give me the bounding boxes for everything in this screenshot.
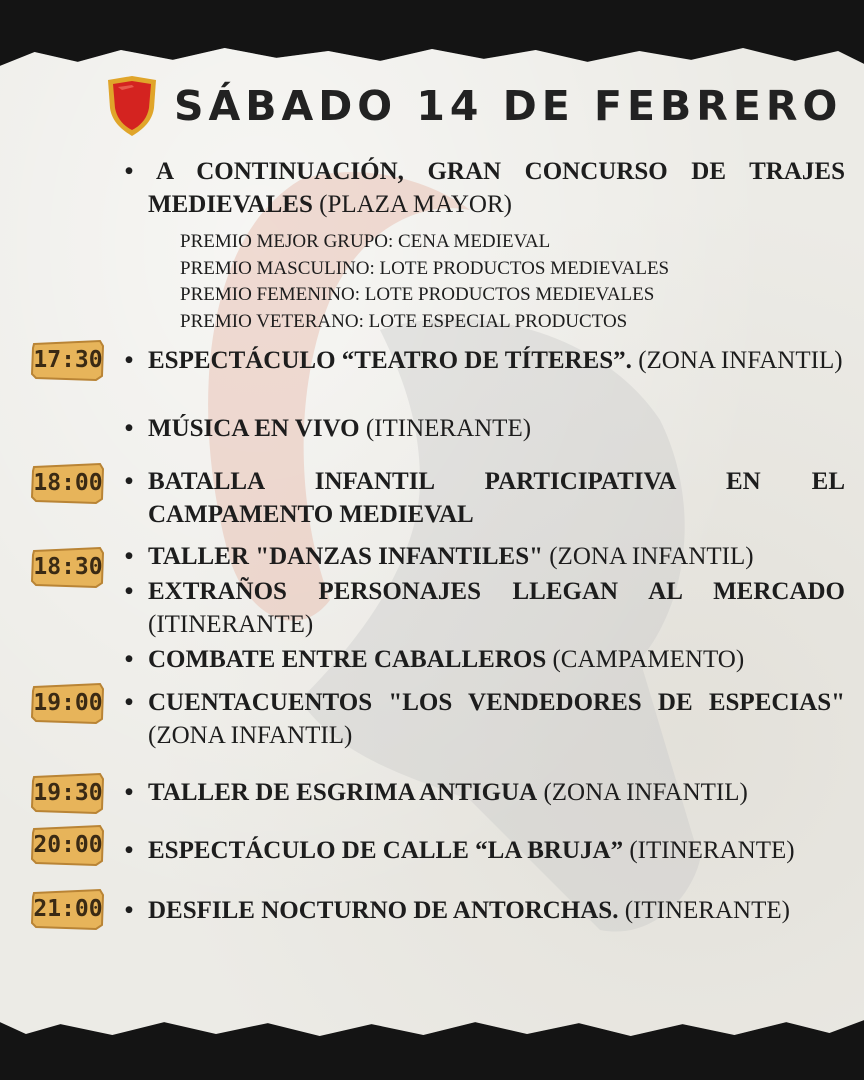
event-name: EXTRAÑOS PERSONAJES LLEGAN AL MERCADO — [148, 578, 845, 605]
event-name: BATALLA INFANTIL PARTICIPATIVA EN EL CAMPAMENTO MEDIEVAL — [148, 468, 845, 528]
shield-icon — [104, 74, 160, 138]
event-location: (ITINERANTE) — [359, 415, 532, 442]
event-name: TALLER DE ESGRIMA ANTIGUA — [148, 779, 538, 806]
event-location: (ZONA INFANTIL) — [542, 543, 754, 570]
event-location: (ITINERANTE) — [623, 837, 795, 864]
prize-item: PREMIO FEMENINO: LOTE PRODUCTOS MEDIEVALES — [180, 284, 655, 305]
bullet-icon: • — [124, 779, 134, 806]
event-location: (ZONA INFANTIL) — [631, 347, 843, 374]
bullet-icon: • — [124, 578, 134, 605]
event-name: CUENTACUENTOS "LOS VENDEDORES DE ESPECIAS" — [148, 689, 845, 716]
event-name: DESFILE NOCTURNO DE ANTORCHAS. — [148, 897, 619, 924]
page-header — [104, 74, 842, 138]
time-label: 21:00 — [33, 896, 103, 922]
time-label: 19:30 — [33, 780, 103, 806]
time-badge — [30, 823, 106, 867]
bullet-icon: • — [124, 689, 134, 716]
bullet-icon: • — [124, 415, 134, 442]
bullet-icon: • — [124, 347, 134, 374]
time-badge — [30, 681, 106, 725]
event-location: (PLAZA MAYOR) — [312, 191, 512, 218]
prize-item: PREMIO VETERANO: LOTE ESPECIAL PRODUCTOS — [180, 310, 628, 332]
time-badge — [30, 887, 106, 931]
event-name: MÚSICA EN VIVO — [148, 415, 360, 442]
event-name: ESPECTÁCULO “TEATRO DE TÍTERES”. — [148, 347, 632, 374]
time-badge — [30, 545, 106, 589]
event-location: (ZONA INFANTIL) — [537, 779, 748, 806]
event-name: ESPECTÁCULO DE CALLE “LA BRUJA” — [148, 837, 624, 864]
bullet-icon: • — [124, 158, 134, 185]
time-label: 19:00 — [33, 690, 103, 716]
bullet-icon: • — [124, 468, 134, 495]
time-badge — [30, 338, 106, 382]
bullet-icon: • — [124, 543, 134, 570]
event-location: (ZONA INFANTIL) — [148, 722, 353, 749]
event-name: A CONTINUACIÓN, GRAN CONCURSO DE TRAJES MEDIEVALES — [148, 158, 845, 218]
prize-list — [180, 229, 669, 335]
time-label: 18:00 — [33, 470, 103, 496]
time-badge — [30, 461, 106, 505]
bullet-icon: • — [124, 646, 134, 673]
page-title: SÁBADO 14 DE FEBRERO — [174, 82, 843, 130]
time-label: 17:30 — [33, 347, 103, 373]
event-location: (CAMPAMENTO) — [546, 646, 745, 673]
bullet-icon: • — [124, 837, 134, 864]
event-name: COMBATE ENTRE CABALLEROS — [148, 646, 547, 673]
prize-item: PREMIO MEJOR GRUPO: CENA MEDIEVAL — [180, 231, 551, 252]
bullet-icon: • — [124, 897, 134, 924]
time-badge — [30, 771, 106, 815]
time-label: 18:30 — [33, 554, 103, 580]
event-location: (ITINERANTE) — [148, 611, 314, 638]
event-location: (ITINERANTE) — [618, 897, 790, 924]
event-name: TALLER "DANZAS INFANTILES" — [148, 543, 543, 570]
prize-item: PREMIO MASCULINO: LOTE PRODUCTOS MEDIEVALES — [180, 257, 670, 279]
time-label: 20:00 — [33, 832, 103, 858]
